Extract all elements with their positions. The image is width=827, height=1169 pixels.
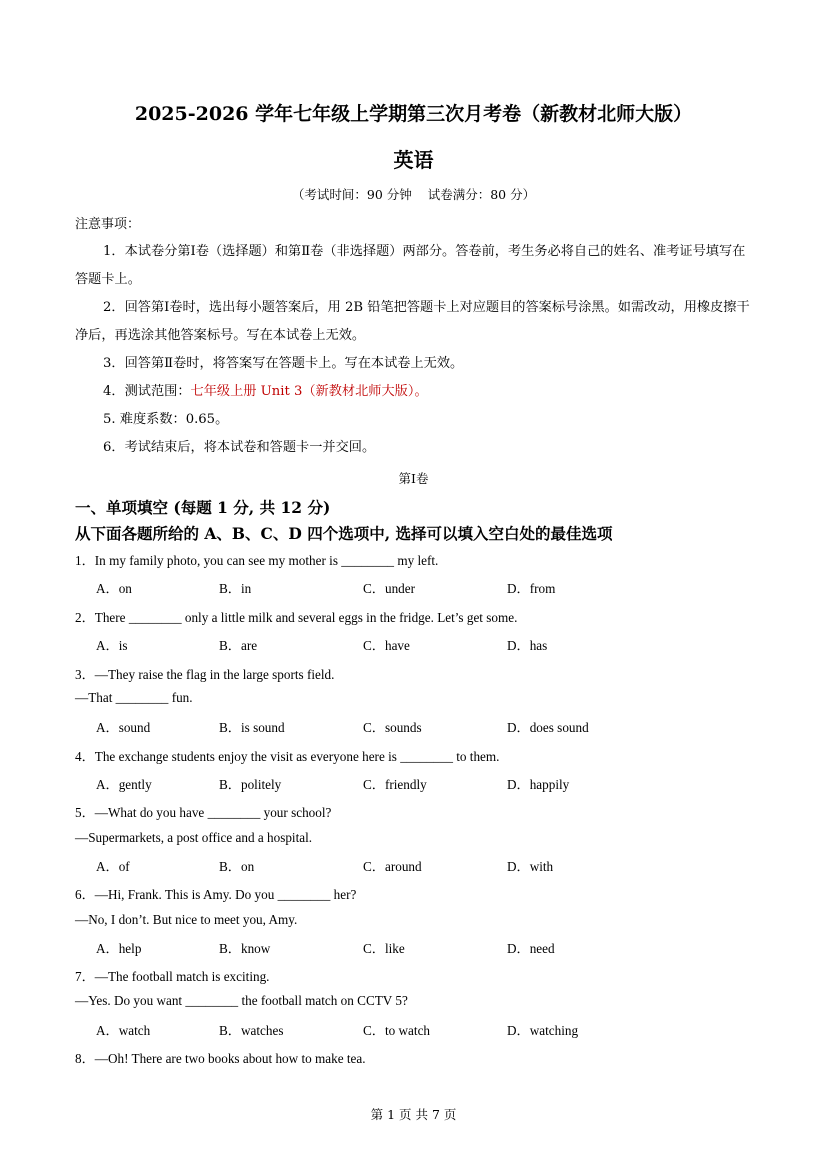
option-c: C．under xyxy=(363,581,416,596)
exam-time: （考试时间：90 分钟 xyxy=(291,187,412,202)
question-options xyxy=(96,774,736,792)
question-options xyxy=(96,938,736,956)
question-stem: 2．There ________ only a little milk and several eggs in the fridge. Let’s get some. xyxy=(75,610,518,625)
option-a: A．help xyxy=(96,941,142,956)
exam-info xyxy=(0,185,827,203)
option-c: C．sounds xyxy=(363,720,422,735)
question-options xyxy=(96,1020,736,1038)
notice-item-6: 6．考试结束后，将本试卷和答题卡一并交回。 xyxy=(103,440,376,455)
option-c: C．like xyxy=(363,941,405,956)
notice-item-1: 1．本试卷分第Ⅰ卷（选择题）和第Ⅱ卷（非选择题）两部分。答卷前，考生务必将自己的姓名、准考证号填写在答题卡上。 xyxy=(75,244,746,287)
question-dialogue-line: —No, I don’t. But nice to meet you, Amy. xyxy=(75,912,298,927)
option-b: B．on xyxy=(219,859,255,874)
question-stem: 7．—The football match is exciting. xyxy=(75,969,270,984)
notice-item-2: 2．回答第Ⅰ卷时，选出每小题答案后，用 2B 铅笔把答题卡上对应题目的答案标号涂黑。如需改动，用橡皮擦干净后，再选涂其他答案标号。写在本试卷上无效。 xyxy=(75,300,750,343)
question-options xyxy=(96,578,736,596)
option-a: A．watch xyxy=(96,1023,151,1038)
option-a: A．is xyxy=(96,638,128,653)
option-a: A．of xyxy=(96,859,130,874)
question-stem: 6．—Hi, Frank. This is Amy. Do you ________ her? xyxy=(75,887,357,902)
question-dialogue-line: —That ________ fun. xyxy=(75,690,193,705)
option-d: D．from xyxy=(507,581,556,596)
notice-item-4 xyxy=(75,378,755,406)
question-options xyxy=(96,856,736,874)
page-footer: 第 1 页 共 7 页 xyxy=(370,1107,457,1122)
section-heading: 一、单项填空 (每题 1 分, 共 12 分) xyxy=(75,498,331,517)
question-stem: 1．In my family photo, you can see my mother is ________ my left. xyxy=(75,553,439,568)
notice-item-5: 5. 难度系数：0.65。 xyxy=(103,412,229,427)
option-d: D．need xyxy=(507,941,555,956)
option-b: B．is sound xyxy=(219,720,285,735)
notice-item-3: 3．回答第Ⅱ卷时，将答案写在答题卡上。写在本试卷上无效。 xyxy=(103,356,464,371)
option-d: D．does sound xyxy=(507,720,589,735)
option-c: C．to watch xyxy=(363,1023,431,1038)
option-a: A．on xyxy=(96,581,132,596)
question-options xyxy=(96,717,736,735)
full-score: 试卷满分：80 分） xyxy=(427,187,536,202)
subject-title: 英语 xyxy=(393,148,434,172)
question-stem: 3．—They raise the flag in the large sports field. xyxy=(75,667,335,682)
option-c: C．around xyxy=(363,859,422,874)
option-a: A．gently xyxy=(96,777,152,792)
option-b: B．are xyxy=(219,638,258,653)
notice-item-4-prefix: 4．测试范围： xyxy=(103,384,191,399)
notice-heading: 注意事项： xyxy=(75,217,141,232)
option-c: C．friendly xyxy=(363,777,427,792)
question-stem: 8．—Oh! There are two books about how to make tea. xyxy=(75,1051,366,1066)
option-b: B．know xyxy=(219,941,271,956)
section-instruction: 从下面各题所给的 A、B、C、D 四个选项中, 选择可以填入空白处的最佳选项 xyxy=(75,524,613,543)
option-b: B．watches xyxy=(219,1023,284,1038)
test-scope: 七年级上册 Unit 3（新教材北师大版）。 xyxy=(190,384,428,399)
option-d: D．with xyxy=(507,859,554,874)
option-b: B．politely xyxy=(219,777,282,792)
question-stem: 5．—What do you have ________ your school? xyxy=(75,805,332,820)
option-d: D．watching xyxy=(507,1023,579,1038)
question-stem: 4．The exchange students enjoy the visit as everyone here is ________ to them. xyxy=(75,749,500,764)
question-dialogue-line: —Supermarkets, a post office and a hospital. xyxy=(75,830,313,845)
volume-label: 第Ⅰ卷 xyxy=(398,471,429,486)
exam-title: 2025-2026 学年七年级上学期第三次月考卷（新教材北师大版） xyxy=(134,103,693,125)
option-b: B．in xyxy=(219,581,252,596)
option-d: D．happily xyxy=(507,777,570,792)
option-c: C．have xyxy=(363,638,410,653)
option-a: A．sound xyxy=(96,720,151,735)
question-dialogue-line: —Yes. Do you want ________ the football match on CCTV 5? xyxy=(75,993,408,1008)
option-d: D．has xyxy=(507,638,548,653)
question-options xyxy=(96,635,736,653)
